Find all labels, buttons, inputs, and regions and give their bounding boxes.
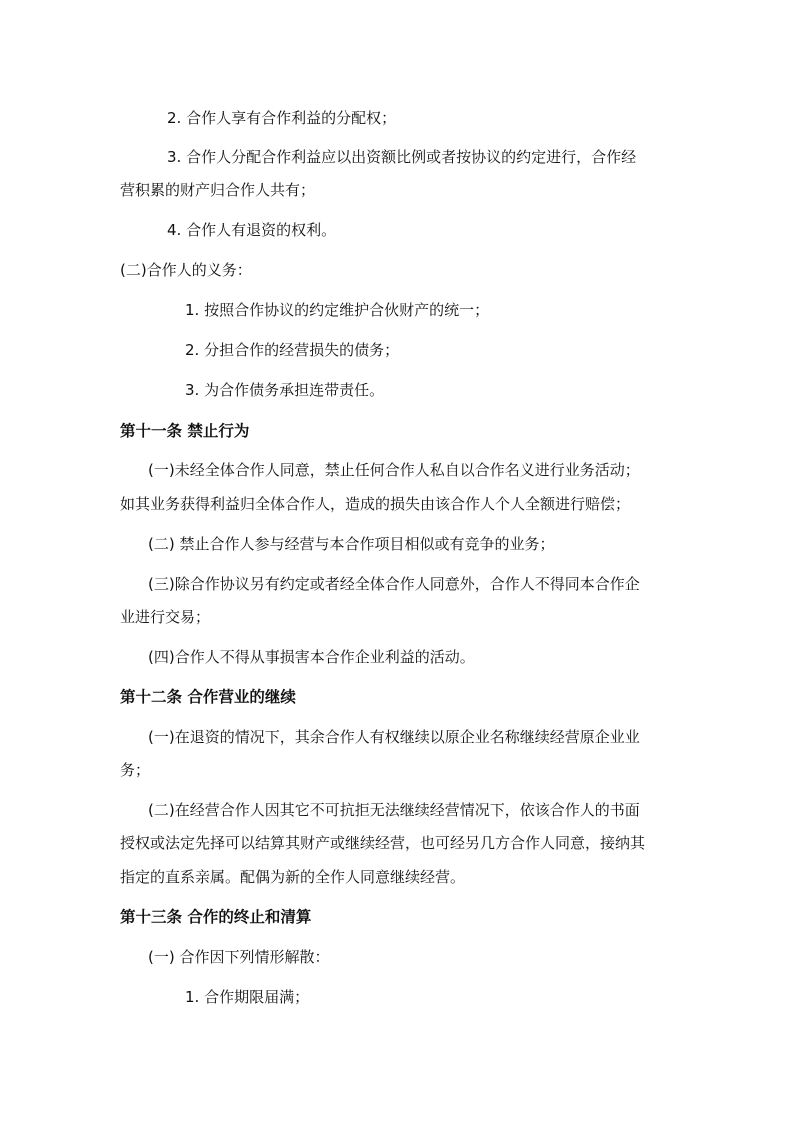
duty-item-3: 3. 为合作债务承担连带责任。 (185, 381, 385, 399)
continuation-2: (二)在经营合作人因其它不可抗拒无法继续经营情况下，依该合作人的书面 (148, 801, 640, 819)
right-item-4: 4. 合作人有退资的权利。 (167, 221, 337, 239)
article-11-heading: 第十一条 禁止行为 (120, 422, 250, 440)
article-13-heading: 第十三条 合作的终止和清算 (120, 908, 312, 926)
right-item-2: 2. 合作人享有合作利益的分配权； (167, 109, 397, 127)
continuation-2-line-3: 指定的直系亲属。配偶为新的全作人同意继续经营。 (120, 868, 466, 886)
prohibition-1: (一)未经全体合作人同意，禁止任何合作人私自以合作名义进行业务活动； (148, 461, 640, 479)
duty-item-2: 2. 分担合作的经营损失的债务； (185, 341, 400, 359)
prohibition-2: (二) 禁止合作人参与经营与本合作项目相似或有竞争的业务； (148, 535, 555, 553)
prohibition-4: (四)合作人不得从事损害本合作企业利益的活动。 (148, 648, 475, 666)
duties-subheading: (二)合作人的义务： (120, 261, 252, 279)
continuation-1-continued: 务； (120, 761, 151, 779)
right-item-3-continued: 营积累的财产归合作人共有； (120, 181, 316, 199)
prohibition-1-continued: 如其业务获得利益归全体合作人，造成的损失由该合作人个人全额进行赔偿； (120, 495, 631, 513)
duty-item-1: 1. 按照合作协议的约定维护合伙财产的统一； (185, 301, 490, 319)
continuation-1: (一)在退资的情况下，其余合作人有权继续以原企业名称继续经营原企业业 (148, 728, 640, 746)
prohibition-3-continued: 业进行交易； (120, 608, 211, 626)
article-12-heading: 第十二条 合作营业的继续 (120, 688, 296, 706)
dissolution-item-1: 1. 合作期限届满； (185, 988, 310, 1006)
prohibition-3: (三)除合作协议另有约定或者经全体合作人同意外，合作人不得同本合作企 (148, 575, 640, 593)
right-item-3: 3. 合作人分配合作利益应以出资额比例或者按协议的约定进行，合作经 (167, 148, 637, 166)
continuation-2-line-2: 授权或法定先择可以结算其财产或继续经营，也可经另几方合作人同意，接纳其 (120, 834, 646, 852)
dissolution-subheading: (一) 合作因下列情形解散： (148, 948, 330, 966)
